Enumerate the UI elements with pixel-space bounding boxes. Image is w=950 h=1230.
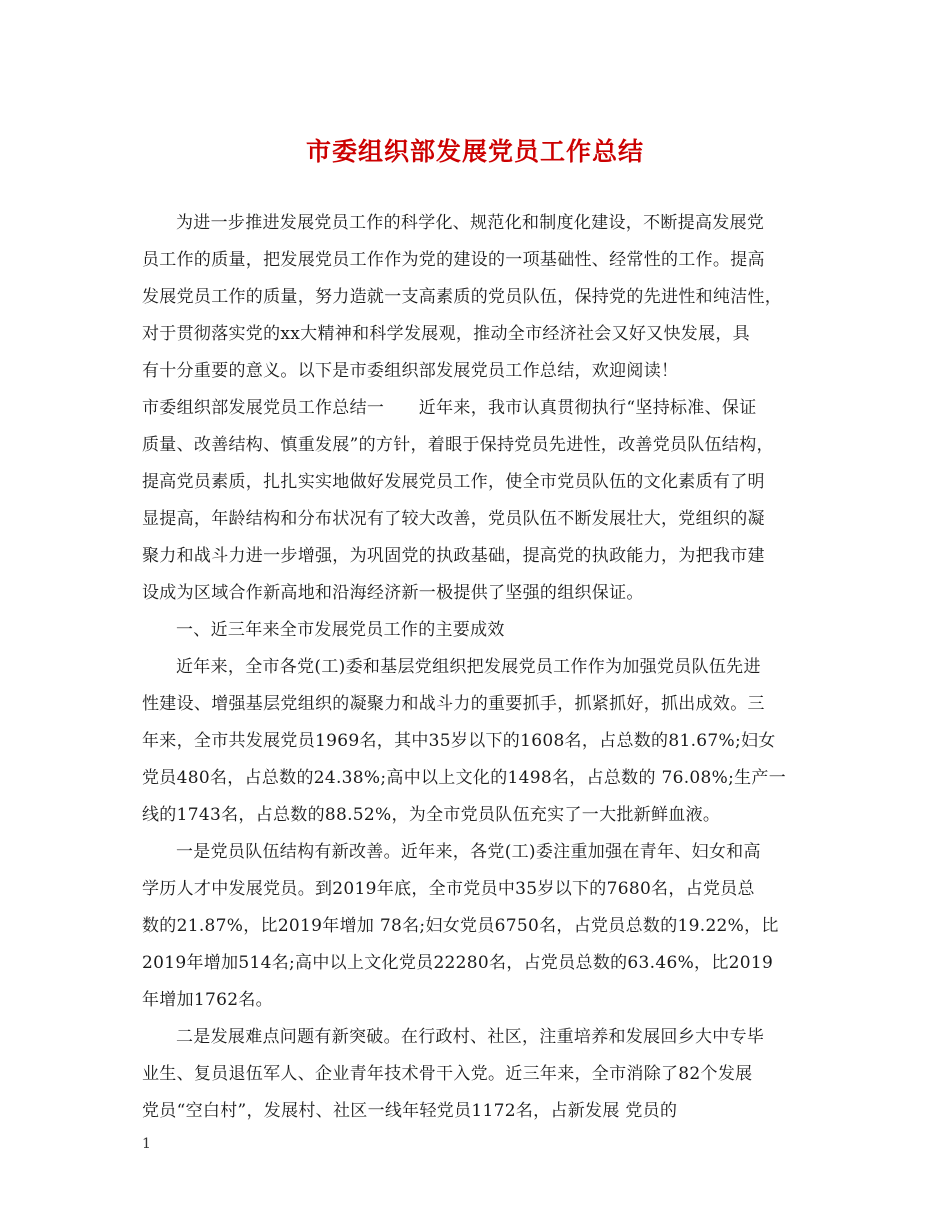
paragraph-line: 年来，全市共发展党员1969名，其中35岁以下的1608名，占总数的81.67%;妇女: [142, 731, 776, 751]
paragraph-line: 质量、改善结构、慎重发展”的方针，着眼于保持党员先进性，改善党员队伍结构，: [142, 435, 774, 455]
paragraph-line: 党员“空白村”，发展村、社区一线年轻党员1172名，占新发展 党员的: [142, 1101, 678, 1121]
paragraph-line: 对于贯彻落实党的xx大精神和科学发展观，推动全市经济社会又好又快发展，具: [142, 324, 750, 344]
paragraph-line: 员工作的质量，把发展党员工作作为党的建设的一项基础性、经常性的工作。提高: [142, 250, 765, 270]
paragraph-line: 发展党员工作的质量，努力造就一支高素质的党员队伍，保持党的先进性和纯洁性，: [142, 287, 783, 307]
paragraph-line: 数的21.87%，比2019年增加 78名;妇女党员6750名，占党员总数的19.22%，比: [142, 916, 779, 936]
paragraph-line: 业生、复员退伍军人、企业青年技术骨干入党。近三年来，全市消除了82个发展: [142, 1064, 753, 1084]
paragraph-line: 为进一步推进发展党员工作的科学化、规范化和制度化建设，不断提高发展党: [176, 213, 765, 233]
paragraph-line: 性建设、增强基层党组织的凝聚力和战斗力的重要抓手，抓紧抓好，抓出成效。三: [142, 694, 765, 714]
paragraph-line: 近年来，全市各党(工)委和基层党组织把发展党员工作作为加强党员队伍先进: [176, 657, 761, 677]
document-body: [142, 205, 812, 1130]
page-number: 1: [142, 1136, 151, 1152]
paragraph-line: 党员480名，占总数的24.38%;高中以上文化的1498名，占总数的 76.08%;生产一: [142, 768, 787, 788]
section-heading: 一、近三年来全市发展党员工作的主要成效: [176, 620, 505, 640]
paragraph-line: 年增加1762名。: [142, 990, 273, 1010]
paragraph-line: 显提高，年龄结构和分布状况有了较大改善，党员队伍不断发展壮大，党组织的凝: [142, 509, 765, 529]
paragraph-line: 设成为区域合作新高地和沿海经济新一极提供了坚强的组织保证。: [142, 583, 644, 603]
document-title: 市委组织部发展党员工作总结: [305, 137, 644, 166]
paragraph-line: 一是党员队伍结构有新改善。近年来，各党(工)委注重加强在青年、妇女和高: [176, 842, 761, 862]
paragraph-line: 提高党员素质，扎扎实实地做好发展党员工作，使全市党员队伍的文化素质有了明: [142, 472, 765, 492]
paragraph-line: 线的1743名，占总数的88.52%，为全市党员队伍充实了一大批新鲜血液。: [142, 805, 721, 825]
paragraph-line: 学历人才中发展党员。到2019年底，全市党员中35岁以下的7680名，占党员总: [142, 879, 755, 899]
paragraph-line: 市委组织部发展党员工作总结一 近年来，我市认真贯彻执行“坚持标准、保证: [142, 398, 757, 418]
paragraph-line: 聚力和战斗力进一步增强，为巩固党的执政基础，提高党的执政能力，为把我市建: [142, 546, 765, 566]
paragraph-line: 有十分重要的意义。以下是市委组织部发展党员工作总结，欢迎阅读！: [142, 361, 679, 381]
paragraph-line: 2019年增加514名;高中以上文化党员22280名，占党员总数的63.46%，比2019: [142, 953, 774, 973]
paragraph-line: 二是发展难点问题有新突破。在行政村、社区，注重培养和发展回乡大中专毕: [176, 1027, 765, 1047]
